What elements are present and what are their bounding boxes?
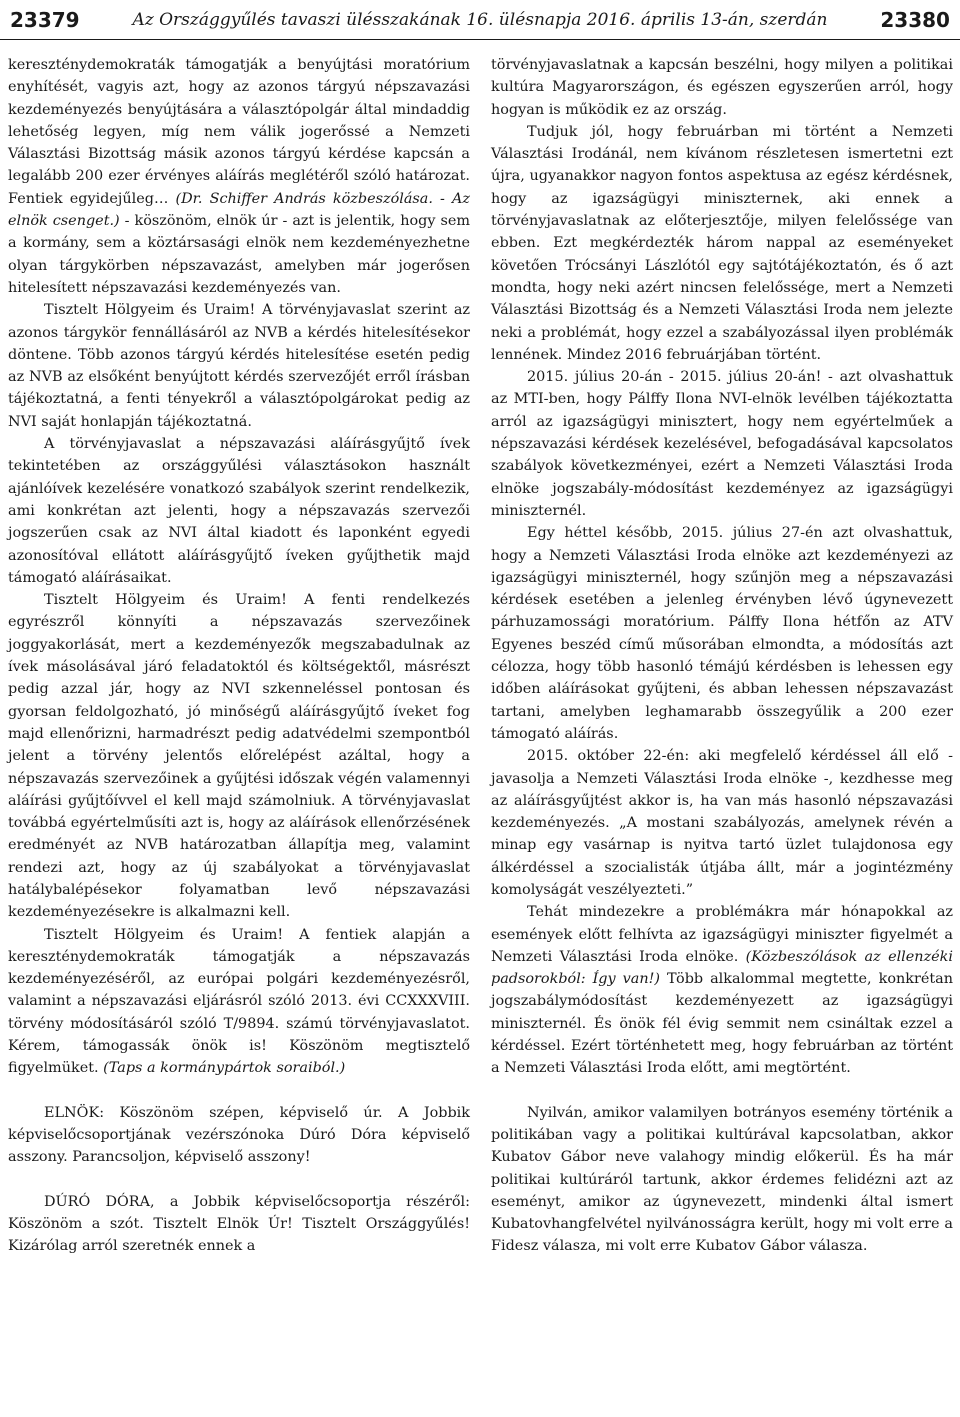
paragraph xyxy=(8,1102,470,1169)
interjection: (Dr. Schiffer András közbeszólása. - Az elnök csenget.) xyxy=(8,190,470,230)
paragraph: 2015. október 22-én: aki megfelelő kérdéssel áll elő - javasolja a Nemzeti Választási Iroda elnöke -, kezdhesse meg az aláírásgyűjtést akkor is, ha van más hasonló népszavazási kezdeményezés. „A mostani szabályozás, amelynek révén a minap egy vasárnap is nyitva tartó üzlet tulajdonosa egy álkérdéssel a szocialisták útjába állt, már a jogintézmény komolyságát veszélyezteti.” xyxy=(491,748,953,898)
right-column xyxy=(491,54,953,1258)
interjection: (Közbeszólások az ellenzéki padsorokból: Így van!) xyxy=(491,948,953,988)
text: Köszönöm szépen, képviselő úr. A Jobbik képviselőcsoportjának vezérszónoka Dúró Dóra képviselő asszony. Parancsoljon, képviselő asszony! xyxy=(8,1104,470,1166)
running-title: Az Országgyűlés tavaszi ülésszakának 16. ülésnapja 2016. április 13-án, szerdán xyxy=(132,9,828,30)
page-header xyxy=(0,0,960,40)
text: - köszönöm, elnök úr - azt is jelentik, hogy sem a kormány, sem a köztársasági elnök nem kezdeményezhetne olyan tárgykörben népszavazást, amelyben már jogerősen hitelesített népszavazási kezdeményezés van. xyxy=(8,213,471,296)
text: Tisztelt Hölgyeim és Uraim! A fentiek alapján a kereszténydemokraták támogatják a népszavazás kezdeményezéséről, az európai polgári kezdeményezésről, valamint a népszavazási eljárásról szóló 2013. évi CCXXXVIII. törvény módosításáról szóló T/9894. számú törvényjavaslatot. Kérem, támogassák önök is! Köszönöm megtisztelő figyelmüket. xyxy=(8,926,470,1077)
speaker-name: DÚRÓ DÓRA, xyxy=(44,1193,155,1210)
paragraph xyxy=(491,901,953,1079)
left-column xyxy=(8,54,470,1257)
paragraph: Nyilván, amikor valamilyen botrányos esemény történik a politikában vagy a politikai kultúrával kapcsolatban, akkor Kubatov Gábor neve valahogy mindig előkerül. És ha már politikai kultúráról tartunk, akkor érdemes felidézni azt az eseményt, amikor az úgynevezett, mindenki által ismert Kubatovhangfelvétel nyilvánosságra került, hogy mi volt erre a Fidesz válasza, mi volt erre Kubatov Gábor válasza. xyxy=(491,1104,953,1255)
paragraph: törvényjavaslatnak a kapcsán beszélni, hogy milyen a politikai kultúra Magyarországon, és egészen egyszerűen arról, hogy hogyan is működik ez az ország. xyxy=(491,57,953,118)
page-number-right: 23380 xyxy=(880,7,950,32)
page-number-left: 23379 xyxy=(10,7,80,32)
text: Több alkalommal megtette, konkrétan jogszabálymódosítást kezdeményezett az igazságügyi miniszternél. És önök fél évig semmit nem csináltak ezzel a kérdéssel. Ezért történhetett meg, hogy februárban az történt a Nemzeti Választási Iroda előtt, ami megtörtént. xyxy=(491,971,953,1077)
text: kereszténydemokraták támogatják a benyújtási moratórium enyhítését, vagyis azt, hogy az azonos tárgyú népszavazási kezdeményezés benyújtására a választópolgár által mindaddig lehetőség legyen, míg nem válik jogerőssé a Nemzeti Választási Bizottság másik azonos tárgyú kérdése kapcsán a legalább 200 ezer érvényes aláírás meglétéről szóló határozat. Fentiek egyidejűleg… xyxy=(8,57,470,207)
paragraph: Tudjuk jól, hogy februárban mi történt a Nemzeti Választási Irodánál, nem kívánom részletesen ismertetni ezt újra, ugyanakkor nagyon fontos aspektusa az egész kérdésnek, hogy az igazságügyi miniszternek, aki ennek a törvényjavaslatnak az előterjesztője, milyen felelőssége van ebben. Ezt megkérdezték három nappal az eseményeket követően Trócsányi Lászlótól egy sajtótájékoztatón, és ő azt mondta, hogy neki azért nincsen felelőssége, mert a Nemzeti Választási Bizottság és a Nemzeti Választási Iroda nem jelezte neki a problémát, hogy ezzel a szabályozással ilyen problémák lennének. Mindez 2016 februárjában történt. xyxy=(491,123,953,363)
interjection: (Taps a kormánypártok soraiból.) xyxy=(103,1060,346,1077)
text: a Jobbik képviselőcsoportja részéről: Köszönöm a szót. Tisztelt Elnök Úr! Tisztelt Országgyűlés! Kizárólag arról szeretnék ennek a xyxy=(8,1193,471,1255)
paragraph: Tisztelt Hölgyeim és Uraim! A törvényjavaslat szerint az azonos tárgykör fennállásáról az NVB a kérdés hitelesítésekor döntene. Több azonos tárgyú kérdés hitelesítése esetén pedig az NVB az elsőként benyújtott kérdés szervezőjét erről írásban tájékoztatná, a fenti tényekről a választópolgárokat pedig az NVI saját honlapján tájékoztatná. xyxy=(8,302,470,430)
paragraph: 2015. július 20-án - 2015. július 20-án! - azt olvashattuk az MTI-ben, hogy Pálffy Ilona NVI-elnök levélben tájékoztatta arról az igazságügyi minisztert, hogy nem egyértelműek a népszavazási kérdések kezelésével, befogadásával kapcsolatos szabályok következményei, ezért a Nemzeti Választási Iroda elnöke jogszabály-módosítást kezdeményez az igazságügyi miniszternél. xyxy=(491,369,953,519)
paragraph: Tisztelt Hölgyeim és Uraim! A fenti rendelkezés egyrészről könnyíti a népszavazás szervezőinek joggyakorlását, mert a kezdeményezők megszabadulnak az ívek másolásával járó feladatoktól és költségektől, másrészt pedig azzal jár, hogy az NVI szkenneléssel pontosan és gyorsan feldolgozható, jó minőségű aláírásgyűjtő íveket fog majd ellenőrizni, harmadrészt pedig adatvédelmi szempontból jelent a törvény jelentős előrelépést azáltal, hogy a népszavazás szervezőinek a gyűjtési időszak végén valamennyi aláírási gyűjtőívvel el kell majd számolniuk. A törvényjavaslat továbbá egyértelműsíti azt is, hogy az aláírások ellenőrzésének eredményét az NVB határozatban állapítja meg, valamint rendezi azt, hogy az új szabályokat a törvényjavaslat hatálybalépésekor folyamatban levő népszavazási kezdeményezésekre is alkalmazni kell. xyxy=(8,592,470,921)
speaker-name: ELNÖK: xyxy=(44,1104,105,1121)
paragraph xyxy=(8,924,470,1080)
text: Tehát mindezekre a problémákra már hónapokkal az események előtt felhívta az igazságügyi miniszter figyelmét a Nemzeti Választási Iroda elnöke. xyxy=(491,904,953,965)
paragraph: Egy héttel később, 2015. július 27-én azt olvashattuk, hogy a Nemzeti Választási Iroda elnöke azt kezdeményezi az igazságügyi miniszternél, hogy szűnjön meg a népszavazási kérdések esetében a jelenleg érvényben lévő úgynevezett párhuzamossági moratórium. Pálffy Ilona hétfőn az ATV Egyenes beszéd című műsorában elmondta, a módosítás azt célozza, hogy több hasonló témájú kérdésben is lehessen egy időben aláírásokat gyűjteni, és abban lehessen népszavazást tartani, amelyben leghamarabb összegyűlik a 200 ezer támogató aláírás. xyxy=(491,525,953,742)
paragraph xyxy=(8,1191,470,1258)
paragraph: A törvényjavaslat a népszavazási aláírásgyűjtő ívek tekintetében az országgyűlési választásokon használt ajánlóívek kezelésére vonatkozó szabályok szerint rendelkezik, ami konkrétan azt jelenti, hogy a népszavazás szervezői jogszerűen csak az NVI által kiadott és laponként egyedi azonosítóval ellátott aláírásgyűjtő íveken gyűjthetik majd támogató aláírásaikat. xyxy=(8,436,470,586)
paragraph xyxy=(8,54,470,299)
